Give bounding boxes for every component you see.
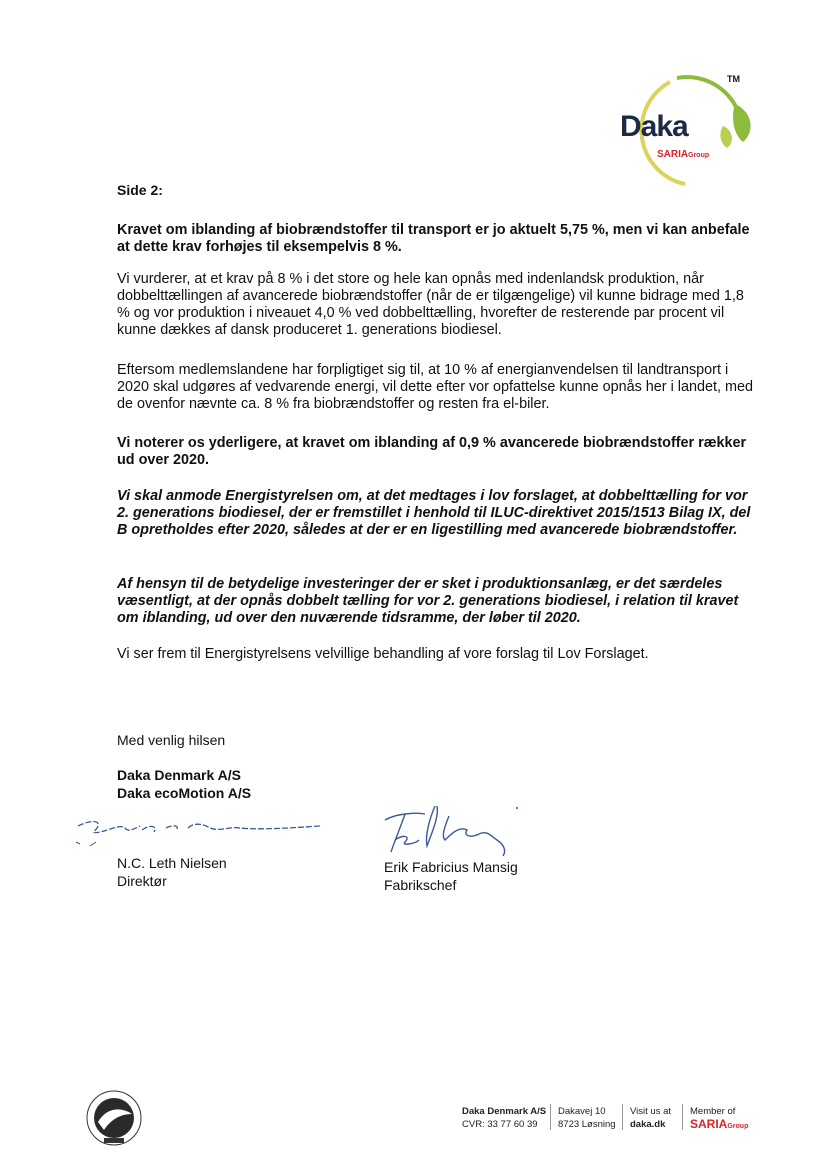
paragraph-3: Eftersom medlemslandene har forpligtiget sig til, at 10 % af energianvendelsen til landtransport i 2020 skal udgøres af vedvarende energi, vil dette efter vor opfattelse kunne opnås her i landet, med de ovenfor nævnte ca. 8 % fra biobrændstoffer og resten fra el-biler.: [117, 362, 753, 412]
footer-company-name: Daka Denmark A/S: [462, 1106, 547, 1117]
page-label: Side 2:: [117, 182, 163, 198]
logo-group-suffix: Group: [688, 152, 710, 159]
signer-1-name: N.C. Leth Nielsen: [117, 855, 227, 871]
logo-brand: Daka: [620, 110, 688, 143]
footer-city: 8723 Løsning: [558, 1119, 616, 1130]
logo-tm: TM: [727, 74, 740, 84]
signer-2-title: Fabrikschef: [384, 877, 457, 893]
logo-group: [657, 144, 709, 162]
paragraph-7: Vi ser frem til Energistyrelsens velvillige behandling af vore forslag til Lov Forslaget.: [117, 646, 649, 662]
signature-mansig: [375, 800, 525, 860]
footer-member-label: Member of: [690, 1106, 736, 1117]
footer-divider: [622, 1104, 623, 1130]
signer-2: [384, 858, 518, 894]
daka-logo: [615, 72, 765, 190]
signer-2-name: Erik Fabricius Mansig: [384, 859, 518, 875]
nordic-ecolabel-icon: [84, 1088, 144, 1148]
footer-visit-label: Visit us at: [630, 1106, 672, 1117]
signer-1-title: Direktør: [117, 873, 167, 889]
paragraph-2: Vi vurderer, at et krav på 8 % i det store og hele kan opnås med indenlandsk produktion, når dobbelttællingen af avancerede biobrændstoffer (når de er tilgængelige) vil kunne bidrage med 1,8 % og vor produktion i niveauet 4,0 % ved dobbelttælling, hvorefter de resterende par procent vil kunne dækkes af dansk produceret 1. generations biodiesel.: [117, 271, 744, 338]
footer-member: [690, 1105, 748, 1133]
paragraph-5: Vi skal anmode Energistyrelsen om, at det medtages i lov forslaget, at dobbelttælling for vor 2. generations biodiesel, der er fremstillet i henhold til ILUC-direktivet 2015/1513 Bilag IX, del B opretholdes efter 2020, således at der er en ligestilling med avancerede biobrændstoffer.: [117, 488, 751, 538]
company-line-2: Daka ecoMotion A/S: [117, 785, 252, 801]
footer-website[interactable]: daka.dk: [630, 1119, 666, 1130]
paragraph-1: Kravet om iblanding af biobrændstoffer til transport er jo aktuelt 5,75 %, men vi kan anbefale at dette krav forhøjes til eksempelvis 8 %.: [117, 222, 750, 255]
paragraph-4: Vi noterer os yderligere, at kravet om iblanding af 0,9 % avancerede biobrændstoffer rækker ud over 2020.: [117, 435, 747, 468]
signature-nielsen: [70, 812, 325, 852]
paragraph-6: Af hensyn til de betydelige investeringer der er sket i produktionsanlæg, er det særdeles væsentligt, at der opnås dobbelt tælling for vor 2. generations biodiesel, i relation til kravet om iblanding, ud over den nuværende tidsramme, der løber til 2020.: [117, 576, 739, 626]
footer-address: [558, 1105, 616, 1131]
footer-cvr: CVR: 33 77 60 39: [462, 1119, 538, 1130]
footer-visit: [630, 1105, 671, 1131]
company-block: [117, 766, 251, 802]
signer-1: [117, 854, 227, 890]
footer-divider: [550, 1104, 551, 1130]
footer-street: Dakavej 10: [558, 1106, 606, 1117]
footer-company: [462, 1105, 546, 1131]
company-line-1: Daka Denmark A/S: [117, 767, 241, 783]
closing-greeting: Med venlig hilsen: [117, 732, 226, 748]
logo-group-main: SARIA: [657, 149, 689, 160]
footer-member-suffix: Group: [727, 1123, 749, 1130]
footer-divider: [682, 1104, 683, 1130]
footer-member-brand: SARIA: [690, 1117, 728, 1131]
